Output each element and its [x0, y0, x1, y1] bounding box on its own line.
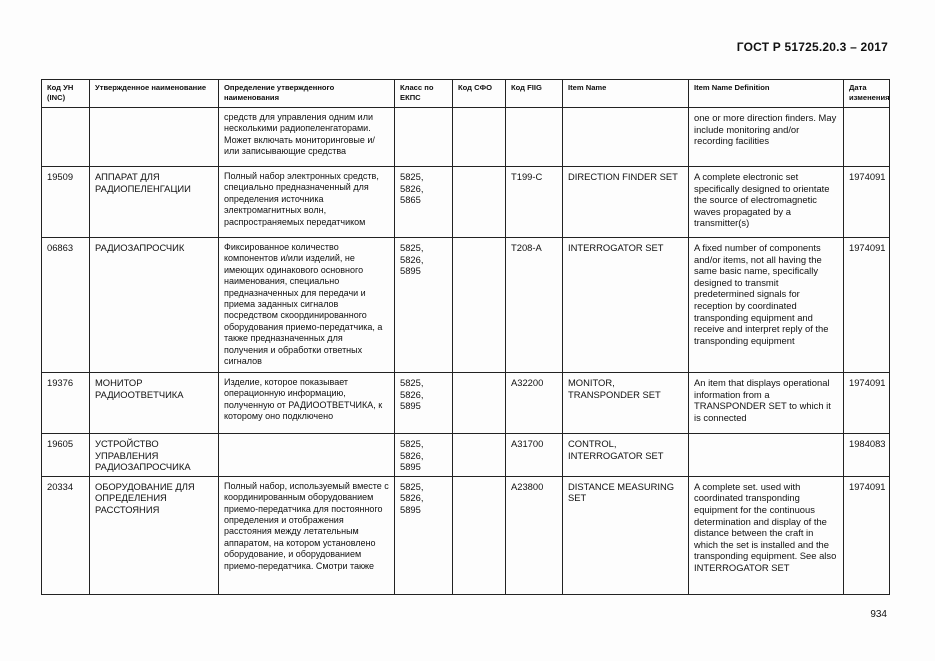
cell-item-definition: A fixed number of components and/or items, not all having the same basic name, specifically designed to transmit predetermined signals for reception by coordinated transponding equipment and receive and interpret reply of the transponding equipment — [689, 238, 844, 373]
cell-name: РАДИОЗАПРОСЧИК — [90, 238, 219, 373]
table-row — [42, 238, 890, 373]
cell-sfo — [453, 373, 506, 434]
cell-code: 19509 — [42, 167, 90, 238]
cell-item-name: DISTANCE MEASURING SET — [563, 476, 689, 594]
cell-class: 5825, 5826, 5895 — [395, 238, 453, 373]
cell-fiig: A32200 — [506, 373, 563, 434]
table-row — [42, 434, 890, 477]
table-row — [42, 108, 890, 167]
cell-date: 1974091 — [844, 476, 890, 594]
table-header-row — [42, 80, 890, 108]
cell-fiig — [506, 108, 563, 167]
col-header-item-name: Item Name — [563, 80, 689, 108]
cell-date: 1974091 — [844, 238, 890, 373]
cell-sfo — [453, 238, 506, 373]
cell-item-name — [563, 108, 689, 167]
cell-code — [42, 108, 90, 167]
cell-date: 1974091 — [844, 373, 890, 434]
cell-date: 1984083 — [844, 434, 890, 477]
cell-sfo — [453, 434, 506, 477]
col-header-fiig: Код FIIG — [506, 80, 563, 108]
cell-definition: Фиксированное количество компонентов и/или изделий, не имеющих одинакового основного наименования, специально предназначенных для передачи и приема заданных сигналов посредством скоординированного оборудования приемо-передатчика, а также предназначенных для получения и обработки ответных сигналов — [219, 238, 395, 373]
cell-item-name: INTERROGATOR SET — [563, 238, 689, 373]
col-header-class: Класс по ЕКПС — [395, 80, 453, 108]
cell-fiig: T208-A — [506, 238, 563, 373]
cell-class: 5825, 5826, 5895 — [395, 373, 453, 434]
table-row — [42, 167, 890, 238]
cell-date — [844, 108, 890, 167]
cell-fiig: A23800 — [506, 476, 563, 594]
cell-item-definition: A complete electronic set specifically designed to orientate the source of electromagnetic waves propagated by a transmitter(s) — [689, 167, 844, 238]
cell-name: МОНИТОР РАДИООТВЕТЧИКА — [90, 373, 219, 434]
col-header-date: Дата изменения — [844, 80, 890, 108]
cell-class — [395, 108, 453, 167]
cell-name: ОБОРУДОВАНИЕ ДЛЯ ОПРЕДЕЛЕНИЯ РАССТОЯНИЯ — [90, 476, 219, 594]
cell-name: АППАРАТ ДЛЯ РАДИОПЕЛЕНГАЦИИ — [90, 167, 219, 238]
col-header-item-definition: Item Name Definition — [689, 80, 844, 108]
cell-code: 06863 — [42, 238, 90, 373]
cell-class: 5825, 5826, 5865 — [395, 167, 453, 238]
cell-item-definition: one or more direction finders. May include monitoring and/or recording facilities — [689, 108, 844, 167]
cell-code: 19376 — [42, 373, 90, 434]
cell-item-definition — [689, 434, 844, 477]
cell-sfo — [453, 476, 506, 594]
cell-definition: Полный набор электронных средств, специально предназначенный для определения источника электромагнитных волн, распространяемых передатчиком — [219, 167, 395, 238]
cell-fiig: T199-C — [506, 167, 563, 238]
cell-date: 1974091 — [844, 167, 890, 238]
cell-fiig: A31700 — [506, 434, 563, 477]
col-header-definition: Определение утвержденного наименования — [219, 80, 395, 108]
cell-definition: средств для управления одним или несколькими радиопеленгаторами. Может включать мониторинговые и/или записывающие средства — [219, 108, 395, 167]
cell-item-name: DIRECTION FINDER SET — [563, 167, 689, 238]
cell-name: УСТРОЙСТВО УПРАВЛЕНИЯ РАДИОЗАПРОСЧИКА — [90, 434, 219, 477]
cell-item-name: CONTROL, INTERROGATOR SET — [563, 434, 689, 477]
cell-class: 5825, 5826, 5895 — [395, 434, 453, 477]
table-row — [42, 373, 890, 434]
cell-class: 5825, 5826, 5895 — [395, 476, 453, 594]
catalog-table — [41, 79, 890, 595]
cell-item-definition: A complete set. used with coordinated transponding equipment for the continuous determination and display of the distance between the craft in which the set is installed and the transponding equipment. See also INTERROGATOR SET — [689, 476, 844, 594]
cell-code: 19605 — [42, 434, 90, 477]
cell-item-name: MONITOR, TRANSPONDER SET — [563, 373, 689, 434]
col-header-code: Код УН (INC) — [42, 80, 90, 108]
cell-sfo — [453, 108, 506, 167]
cell-name — [90, 108, 219, 167]
cell-item-definition: An item that displays operational information from a TRANSPONDER SET to which it is connected — [689, 373, 844, 434]
document-header: ГОСТ Р 51725.20.3 – 2017 — [736, 40, 888, 54]
col-header-name: Утвержденное наименование — [90, 80, 219, 108]
cell-definition: Изделие, которое показывает операционную информацию, полученную от РАДИООТВЕТЧИКА, к которому оно подключено — [219, 373, 395, 434]
cell-sfo — [453, 167, 506, 238]
cell-definition — [219, 434, 395, 477]
table-row — [42, 476, 890, 594]
page-number: 934 — [870, 609, 887, 620]
cell-code: 20334 — [42, 476, 90, 594]
col-header-sfo: Код СФО — [453, 80, 506, 108]
cell-definition: Полный набор, используемый вместе с координированным оборудованием приемо-передатчика для постоянного определения и отображения расстояния между летательным аппаратом, на котором установлено оборудование, и оборудованием приемо-передатчика. Смотри также — [219, 476, 395, 594]
